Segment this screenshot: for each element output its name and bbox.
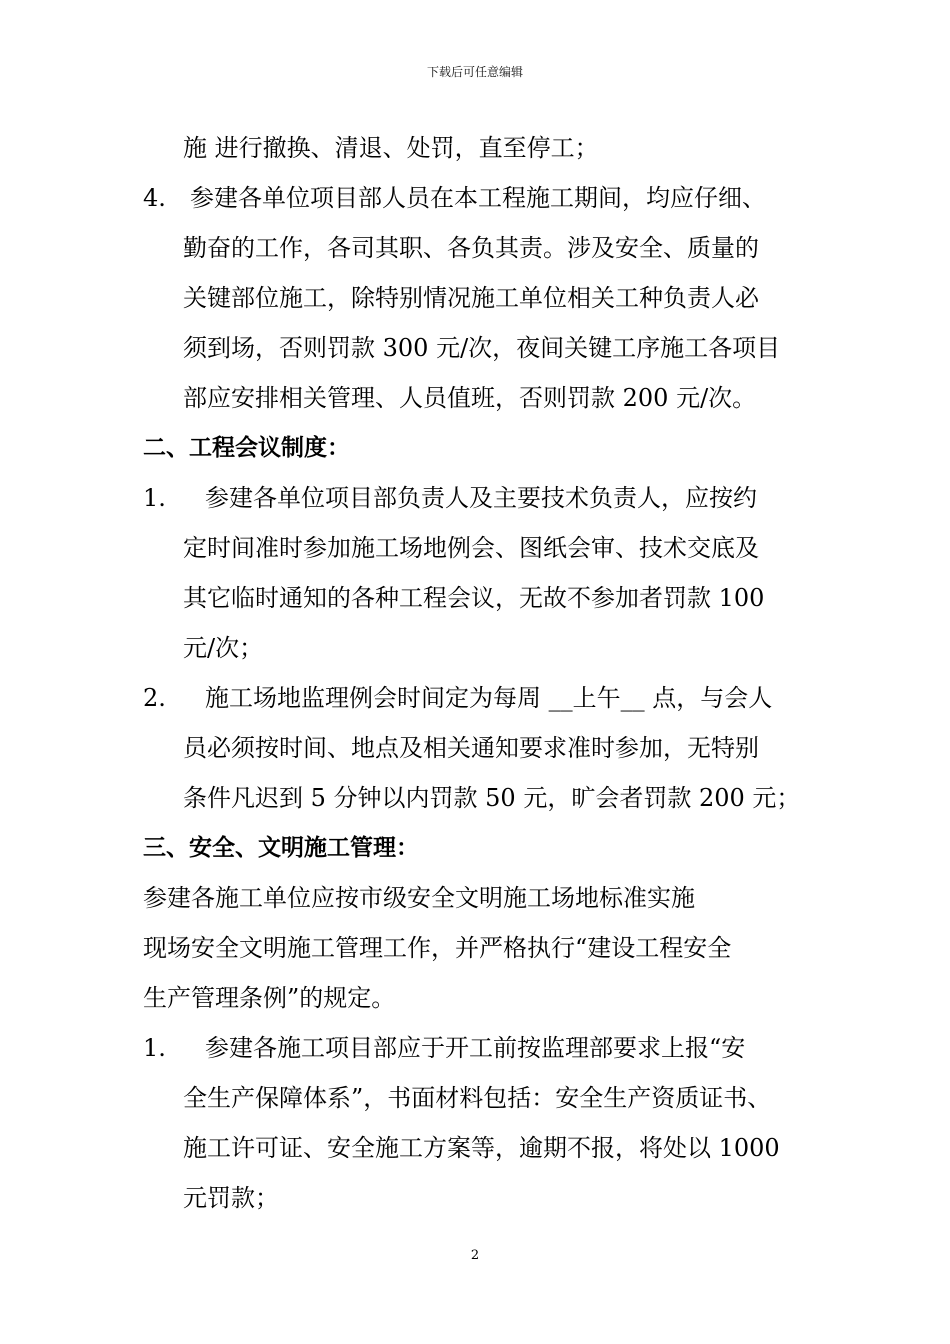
section-heading: 二、工程会议制度： <box>143 435 350 461</box>
text-line: 生产管理条例”的规定。 <box>143 984 396 1012</box>
page-header: 下载后可任意编辑 <box>426 65 523 79</box>
text-line: 勤奋的工作，各司其职、各负其责。涉及安全、质量的 <box>183 234 759 262</box>
list-number: 2. <box>143 684 166 712</box>
text-line: 施工许可证、安全施工方案等，逾期不报，将处以 1000 <box>183 1134 780 1162</box>
list-number: 4. <box>143 184 166 212</box>
text-line: 现场安全文明施工管理工作，并严格执行“建设工程安全 <box>143 934 732 962</box>
text-line: 关键部位施工，除特别情况施工单位相关工种负责人必 <box>183 284 759 312</box>
section-heading: 三、安全、文明施工管理： <box>143 835 419 861</box>
text-line: 其它临时通知的各种工程会议，无故不参加者罚款 100 <box>183 584 765 612</box>
list-number: 1. <box>143 1034 166 1062</box>
text-line: 全生产保障体系”，书面材料包括：安全生产资质证书、 <box>183 1084 772 1112</box>
text-line: 元/次； <box>183 634 264 662</box>
text-line: 参建各施工单位应按市级安全文明施工场地标准实施 <box>143 884 695 912</box>
text-line: 须到场，否则罚款 300 元/次，夜间关键工序施工各项目 <box>183 334 781 362</box>
list-number: 1. <box>143 484 166 512</box>
text-line: 条件凡迟到 5 分钟以内罚款 50 元，旷会者罚款 200 元； <box>183 784 801 812</box>
text-line: 参建各单位项目部人员在本工程施工期间，均应仔细、 <box>190 184 766 212</box>
text-line: 施工场地监理例会时间定为每周 __上午__ 点，与会人 <box>205 684 773 712</box>
text-line: 部应安排相关管理、人员值班，否则罚款 200 元/次。 <box>183 384 757 412</box>
text-line: 元罚款； <box>183 1184 279 1212</box>
text-line: 施 进行撤换、清退、处罚，直至停工； <box>183 134 599 162</box>
text-line: 定时间准时参加施工场地例会、图纸会审、技术交底及 <box>183 534 759 562</box>
text-line: 参建各施工项目部应于开工前按监理部要求上报“安 <box>205 1034 746 1062</box>
text-line: 参建各单位项目部负责人及主要技术负责人，应按约 <box>205 484 757 512</box>
text-line: 员必须按时间、地点及相关通知要求准时参加，无特别 <box>183 734 759 762</box>
page-number: 2 <box>470 1248 480 1263</box>
